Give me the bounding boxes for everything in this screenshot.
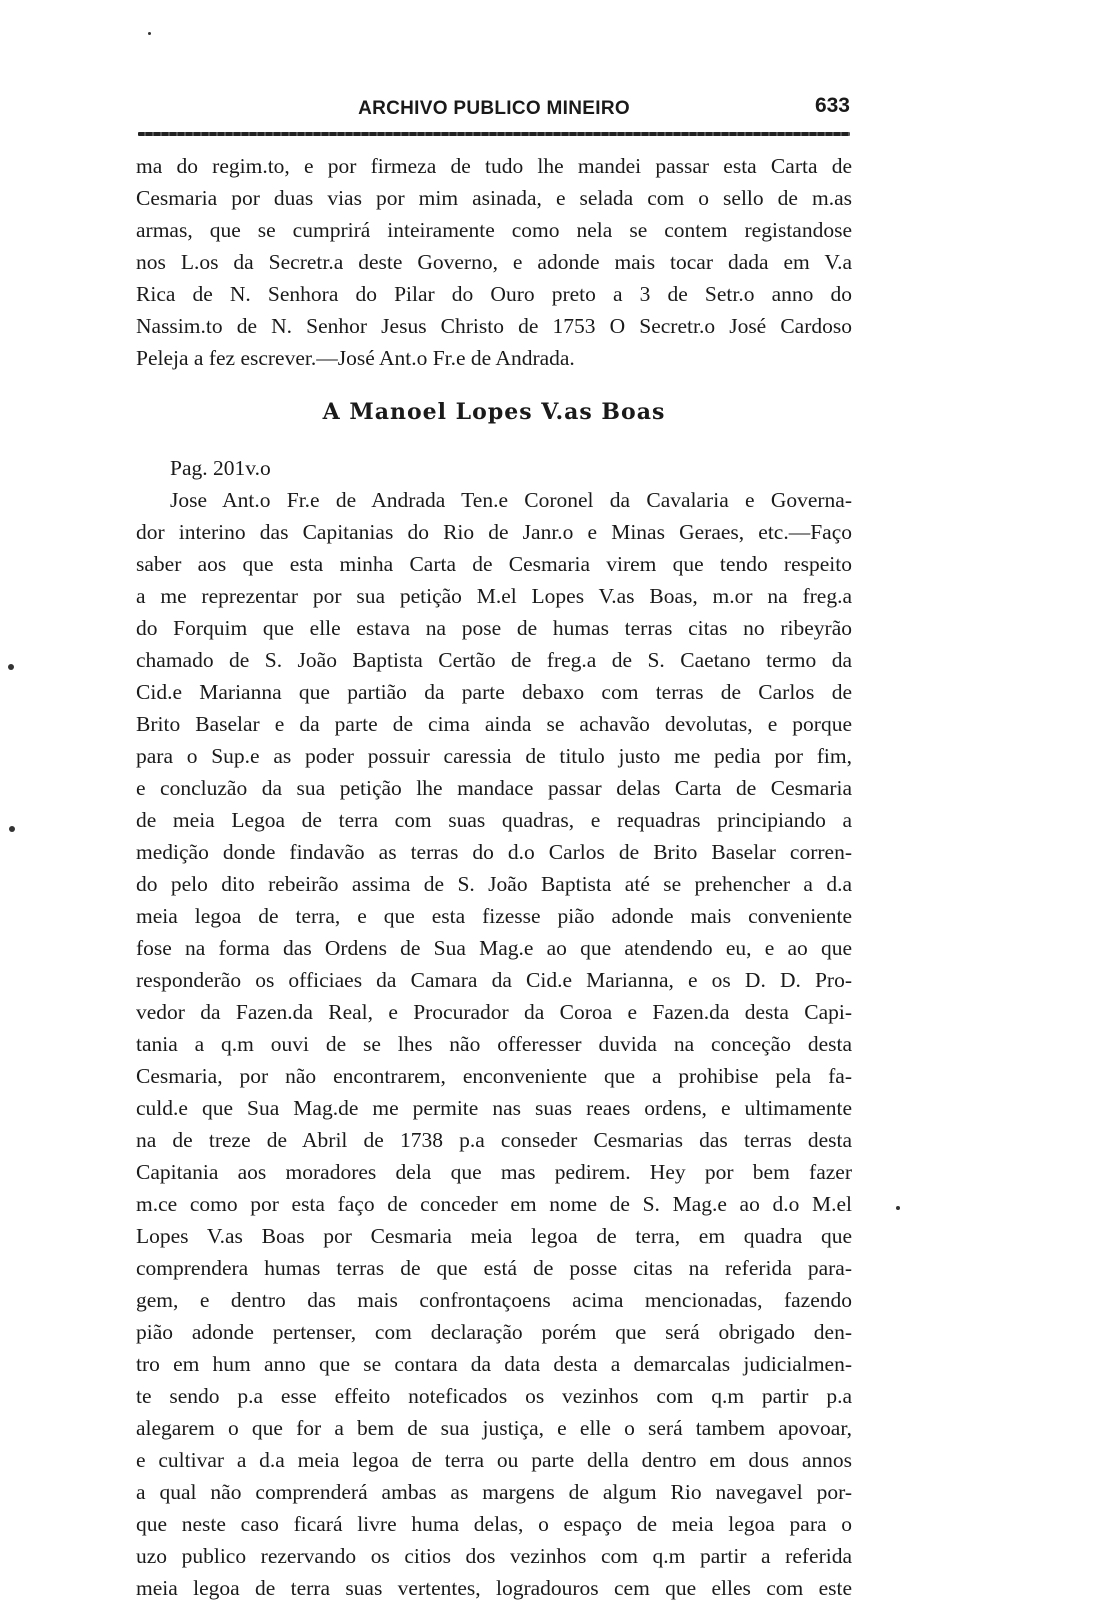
text-line: responderão os officiaes da Camara da Cid.e Marianna, e os D. D. Pro- <box>136 968 852 992</box>
text-line: tro em hum anno que se contara da data desta a demarcalas judicialmen- <box>136 1352 852 1376</box>
text-line: Peleja a fez escrever.—José Ant.o Fr.e de Andrada. <box>136 346 575 370</box>
text-line: comprendera humas terras de que está de posse citas na referida para- <box>136 1256 852 1280</box>
text-line: Rica de N. Senhora do Pilar do Ouro preto a 3 de Setr.o anno do <box>136 282 852 306</box>
text-line: Cesmaria, por não encontrarem, enconveniente que a prohibise pela fa- <box>136 1064 852 1088</box>
text-line: ma do regim.to, e por firmeza de tudo lhe mandei passar esta Carta de <box>136 154 852 178</box>
text-line: nos L.os da Secretr.a deste Governo, e adonde mais tocar dada em V.a <box>136 250 852 274</box>
running-title: ARCHIVO PUBLICO MINEIRO <box>358 98 630 119</box>
text-line: Cid.e Marianna que partião da parte debaxo com terras de Carlos de <box>136 680 852 704</box>
text-line: meia legoa de terra, e que esta fizesse pião adonde mais conveniente <box>136 904 852 928</box>
text-line: tania a q.m ouvi de se lhes não offeresser duvida na conceção desta <box>136 1032 852 1056</box>
paragraph-2 <box>136 484 852 1604</box>
text-line: dor interino das Capitanias do Rio de Janr.o e Minas Geraes, etc.—Faço <box>136 520 852 544</box>
text-line: e concluzão da sua petição lhe mandace passar delas Carta de Cesmaria <box>136 776 852 800</box>
section-heading: A Manoel Lopes V.as Boas <box>322 399 666 425</box>
margin-speck <box>148 32 151 35</box>
text-line: de meia Legoa de terra com suas quadras, e requadras principiando a <box>136 808 852 832</box>
text-line: meia legoa de terra suas vertentes, logradouros cem que elles com este <box>136 1576 852 1600</box>
margin-speck <box>8 664 14 670</box>
text-line: pião adonde pertenser, com declaração porém que será obrigado den- <box>136 1320 852 1344</box>
text-line: vedor da Fazen.da Real, e Procurador da Coroa e Fazen.da desta Capi- <box>136 1000 852 1024</box>
page-reference: Pag. 201v.o <box>170 456 271 480</box>
text-line: gem, e dentro das mais confrontaçoens acima mencionadas, fazendo <box>136 1288 852 1312</box>
text-line: uzo publico rezervando os citios dos vezinhos com q.m partir a referida <box>136 1544 852 1568</box>
text-line: a qual não comprenderá ambas as margens de algum Rio navegavel por- <box>136 1480 852 1504</box>
text-line: Jose Ant.o Fr.e de Andrada Ten.e Coronel da Cavalaria e Governa- <box>170 488 852 512</box>
text-line: m.ce como por esta faço de conceder em nome de S. Mag.e ao d.o M.el <box>136 1192 852 1216</box>
text-line: Nassim.to de N. Senhor Jesus Christo de 1753 O Secretr.o José Cardoso <box>136 314 852 338</box>
margin-speck <box>9 826 15 832</box>
header-rule <box>138 132 850 136</box>
text-line: medição donde findavão as terras do d.o Carlos de Brito Baselar corren- <box>136 840 852 864</box>
text-line: saber aos que esta minha Carta de Cesmaria virem que tendo respeito <box>136 552 852 576</box>
text-line: Brito Baselar e da parte de cima ainda se achavão devolutas, e porque <box>136 712 852 736</box>
text-line: culd.e que Sua Mag.de me permite nas suas reaes ordens, e ultimamente <box>136 1096 852 1120</box>
text-line: Cesmaria por duas vias por mim asinada, e selada com o sello de m.as <box>136 186 852 210</box>
text-line: do pelo dito rebeirão assima de S. João Baptista até se prehencher a d.a <box>136 872 852 896</box>
text-line: e cultivar a d.a meia legoa de terra ou parte della dentro em dous annos <box>136 1448 852 1472</box>
text-line: Lopes V.as Boas por Cesmaria meia legoa de terra, em quadra que <box>136 1224 852 1248</box>
text-line: que neste caso ficará livre huma delas, o espaço de meia legoa para o <box>136 1512 852 1536</box>
body-text <box>136 150 852 1604</box>
paragraph-1 <box>136 150 852 374</box>
page-header <box>138 92 850 132</box>
text-line: chamado de S. João Baptista Certão de freg.a de S. Caetano termo da <box>136 648 852 672</box>
text-line: alegarem o que for a bem de sua justiça, e elle o será tambem apovoar, <box>136 1416 852 1440</box>
text-line: fose na forma das Ordens de Sua Mag.e ao que atendendo eu, e ao que <box>136 936 852 960</box>
text-line: te sendo p.a esse effeito noteficados os vezinhos com q.m partir p.a <box>136 1384 852 1408</box>
text-line: para o Sup.e as poder possuir caressia de titulo justo me pedia por fim, <box>136 744 852 768</box>
text-line: na de treze de Abril de 1738 p.a conseder Cesmarias das terras desta <box>136 1128 852 1152</box>
margin-speck <box>896 1206 900 1210</box>
text-line: do Forquim que elle estava na pose de humas terras citas no ribeyrão <box>136 616 852 640</box>
text-line: Capitania aos moradores dela que mas pedirem. Hey por bem fazer <box>136 1160 852 1184</box>
text-line: armas, que se cumprirá inteiramente como nela se contem registandose <box>136 218 852 242</box>
text-line: a me reprezentar por sua petição M.el Lopes V.as Boas, m.or na freg.a <box>136 584 852 608</box>
page-number: 633 <box>814 94 850 117</box>
